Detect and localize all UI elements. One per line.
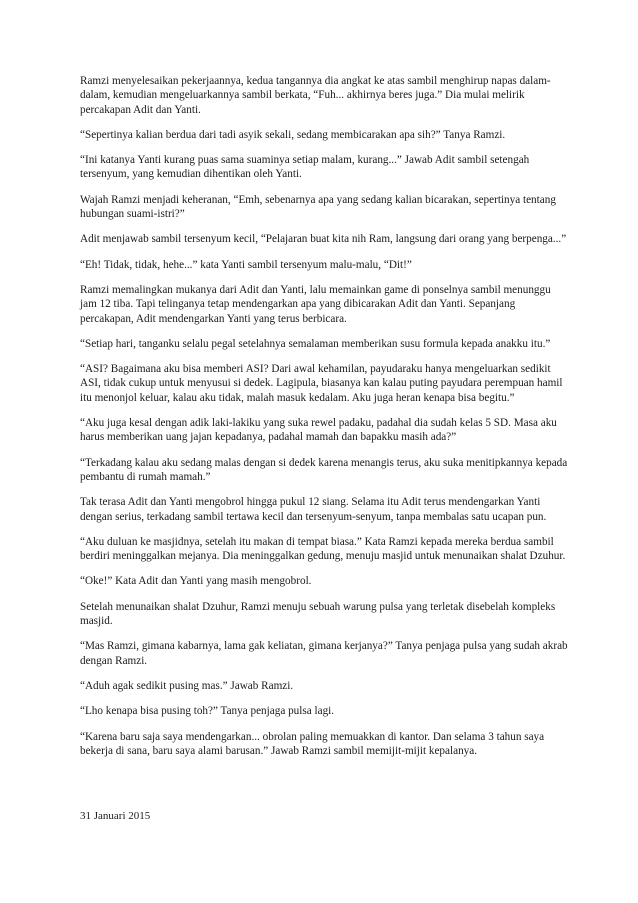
paragraph: “Aku juga kesal dengan adik laki-lakiku yang suka rewel padaku, padahal dia sudah kelas 5 SD. Masa aku harus memberikan uang jajan kepadanya, padahal mamah dan bapakku masih ada?”	[80, 417, 557, 444]
paragraph: Ramzi menyelesaikan pekerjaannya, kedua tangannya dia angkat ke atas sambil menghirup napas dalam-dalam, kemudian mengeluarkannya sambil berkata, “Fuh... akhirnya beres juga.” Dia mulai melirik percakapan Adit dan Yanti.	[80, 75, 551, 116]
paragraph: “Sepertinya kalian berdua dari tadi asyik sekali, sedang membicarakan apa sih?” Tanya Ramzi.	[80, 128, 506, 141]
paragraph: Tak terasa Adit dan Yanti mengobrol hingga pukul 12 siang. Selama itu Adit terus mendengarkan Yanti dengan serius, terkadang sambil tertawa kecil dan tersenyum-senyum, tanpa membalas satu ucapan pun.	[80, 496, 547, 523]
paragraph: “Lho kenapa bisa pusing toh?” Tanya penjaga pulsa lagi.	[80, 705, 335, 718]
paragraph: “Mas Ramzi, gimana kabarnya, lama gak keliatan, gimana kerjanya?” Tanya penjaga pulsa yang sudah akrab dengan Ramzi.	[80, 640, 568, 667]
paragraph: Adit menjawab sambil tersenyum kecil, “Pelajaran buat kita nih Ram, langsung dari orang yang berpenga...”	[80, 233, 567, 246]
paragraph: “Terkadang kalau aku sedang malas dengan si dedek karena menangis terus, aku suka menitipkannya kepada pembantu di rumah mamah.”	[80, 456, 568, 483]
footer-date: 31 Januari 2015	[80, 810, 151, 822]
paragraph: Wajah Ramzi menjadi keheranan, “Emh, sebenarnya apa yang sedang kalian bicarakan, sepertinya tentang hubungan suami-istri?”	[80, 193, 556, 221]
paragraph: “Aduh agak sedikit pusing mas.” Jawab Ramzi.	[80, 679, 294, 692]
paragraph: Setelah menunaikan shalat Dzuhur, Ramzi menuju sebuah warung pulsa yang terletak disebelah kompleks masjid.	[80, 600, 556, 628]
paragraph: Ramzi memalingkan mukanya dari Adit dan Yanti, lalu memainkan game di ponselnya sambil menunggu jam 12 tiba. Tapi telinganya tetap mendengarkan apa yang dibicarakan Adit dan Yanti. Sepanjang percakapan, Adit mendengarkan Yanti yang terus berbicara.	[80, 283, 551, 325]
paragraph: “Aku duluan ke masjidnya, setelah itu makan di tempat biasa.” Kata Ramzi kepada mereka berdua sambil berdiri meninggalkan mejanya. Dia meninggalkan gedung, menuju masjid untuk menunaikan shalat Dzuhur.	[80, 535, 566, 563]
paragraph: “Setiap hari, tanganku selalu pegal setelahnya semalaman memberikan susu formula kepada anakku itu.”	[80, 337, 551, 350]
paragraph: “Karena baru saja saya mendengarkan... obrolan paling memuakkan di kantor. Dan selama 3 tahun saya bekerja di sana, baru saya alami barusan.” Jawab Ramzi sambil memijit-mijit kepalanya.	[80, 730, 545, 757]
paragraph: “Oke!” Kata Adit dan Yanti yang masih mengobrol.	[80, 575, 312, 588]
paragraph: “ASI? Bagaimana aku bisa memberi ASI? Dari awal kehamilan, payudaraku hanya mengeluarkan sedikit ASI, tidak cukup untuk menyusui si dedek. Lagipula, biasanya kan kalau puting payudara perempuan hamil itu menonjol keluar, kalau aku tidak, malah masuk kedalam. Aku juga heran kenapa bisa begitu.”	[80, 363, 563, 404]
document-body	[80, 74, 568, 769]
paragraph: “Ini katanya Yanti kurang puas sama suaminya setiap malam, kurang...” Jawab Adit sambil setengah tersenyum, yang kemudian dihentikan oleh Yanti.	[80, 154, 530, 181]
paragraph: “Eh! Tidak, tidak, hehe...” kata Yanti sambil tersenyum malu-malu, “Dit!”	[80, 258, 412, 271]
